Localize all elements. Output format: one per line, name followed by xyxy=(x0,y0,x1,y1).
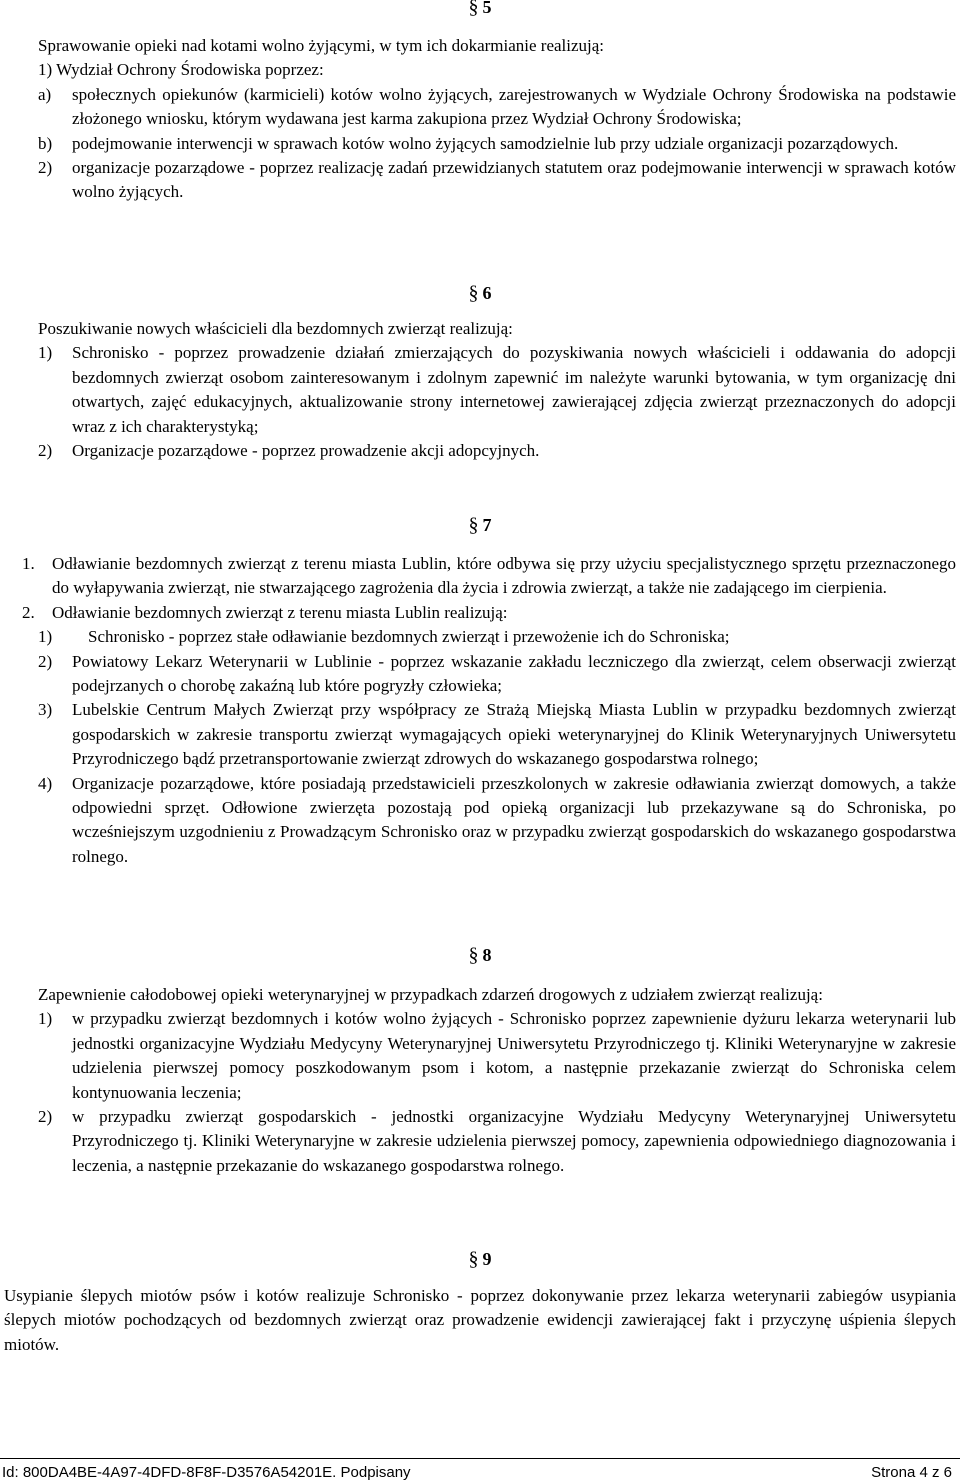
section-6-item-2: 2) Organizacje pozarządowe - poprzez prowadzenie akcji adopcyjnych. xyxy=(38,441,540,461)
page-footer xyxy=(0,1458,960,1482)
section-7-item-4: 4) Organizacje pozarządowe, które posiadają przedstawicieli przeszkolonych w zakresie odławiania zwierząt domowych, a także odpowiedni sprzęt. Odłowione zwierzęta pozostają pod opieką organizacji lub przekazywane są do Schroniska, po wcześniejszym uzgodnieniu z Prowadzącym Schronisko oraz w przypadku zwierząt gospodarskich do wskazanego gospodarstwa rolnego. xyxy=(38,773,956,866)
section-6-body xyxy=(38,317,956,463)
section-5-item-1b: b) podejmowanie interwencji w sprawach kotów wolno żyjących samodzielnie lub przy udziale organizacji pozarządowych. xyxy=(38,133,899,153)
section-8-heading xyxy=(0,944,960,966)
section-9-body xyxy=(4,1284,956,1357)
section-5-body xyxy=(38,34,956,205)
section-number: 8 xyxy=(482,945,492,965)
section-8-item-2: 2) w przypadku zwierząt gospodarskich - jednostki organizacyjne Wydziału Medycyny Weterynaryjnej Uniwersytetu Przyrodniczego tj. Kliniki Weterynaryjne w zakresie udzielenia pierwszej pomocy, zapewnienia odpowiedniego diagnozowania i leczenia, a następnie przekazanie do wskazanego gospodarstwa rolnego. xyxy=(38,1107,956,1175)
section-5-heading xyxy=(0,0,960,18)
section-7-body xyxy=(22,552,956,869)
section-number: 5 xyxy=(482,0,492,17)
section-number: 7 xyxy=(482,515,492,535)
section-9-heading xyxy=(0,1248,960,1270)
section-7-item-2: 2) Powiatowy Lekarz Weterynarii w Lublinie - poprzez wskazanie zakładu leczniczego dla zwierząt, celem obserwacji zwierząt podejrzanych o chorobę zakaźną lub które pogryzły człowieka; xyxy=(38,651,956,696)
section-8-body xyxy=(38,983,956,1178)
section-7-paragraph-2: 2. Odławianie bezdomnych zwierząt z terenu miasta Lublin realizują: xyxy=(22,602,508,622)
section-7-item-1: 1) Schronisko - poprzez stałe odławianie bezdomnych zwierząt i przewożenie ich do Schroniska; xyxy=(38,627,730,647)
section-8-item-1: 1) w przypadku zwierząt bezdomnych i kotów wolno żyjących - Schronisko poprzez zapewnienie dyżuru lekarza weterynarii lub jednostki organizacyjne Wydziału Medycyny Weterynaryjnej Uniwersytetu Przyrodniczego tj. Kliniki Weterynaryjne w zakresie udzielenia pierwszej pomocy poszkodowanym psom i kotom, a następnie przekazanie zwierząt do Schroniska celem kontynuowania leczenia; xyxy=(38,1009,956,1102)
section-sign: § xyxy=(468,282,479,304)
section-6-heading xyxy=(0,282,960,304)
section-sign: § xyxy=(468,0,479,18)
section-7-heading xyxy=(0,514,960,536)
section-5-item-1a: a) społecznych opiekunów (karmicieli) kotów wolno żyjących, zarejestrowanych w Wydziale Ochrony Środowiska na podstawie złożonego wniosku, którym wydawana jest karma zakupiona przez Wydział Ochrony Środowiska; xyxy=(38,84,956,129)
section-5-item-2: 2) organizacje pozarządowe - poprzez realizację zadań przewidzianych statutem oraz podejmowanie interwencji w sprawach kotów wolno żyjących. xyxy=(38,158,956,202)
page-number: Strona 4 z 6 xyxy=(871,1464,952,1481)
section-9-text: Usypianie ślepych miotów psów i kotów realizuje Schronisko - poprzez dokonywanie przez lekarza weterynarii zabiegów usypiania ślepych miotów pochodzących od bezdomnych zwierząt oraz prowadzenie ewidencji zawierającej fakt i przyczynę uśpienia ślepych miotów. xyxy=(4,1286,956,1354)
section-6-item-1: 1) Schronisko - poprzez prowadzenie działań zmierzających do pozyskiwania nowych właścicieli i oddawania do adopcji bezdomnych zwierząt osobom zainteresowanym i zdolnym zapewnić im należyte warunki bytowania, w tym organizację dni otwartych, zajęć edukacyjnych, aktualizowanie strony internetowej zawierającej zdjęcia zwierząt przeznaczonych do adopcji wraz z ich charakterystyką; xyxy=(38,343,956,436)
section-5-item-1: 1) Wydział Ochrony Środowiska poprzez: xyxy=(38,60,324,80)
section-sign: § xyxy=(468,944,479,966)
document-id: Id: 800DA4BE-4A97-4DFD-8F8F-D3576A54201E. Podpisany xyxy=(2,1464,411,1481)
section-sign: § xyxy=(468,1248,479,1270)
section-7-item-3: 3) Lubelskie Centrum Małych Zwierząt przy współpracy ze Strażą Miejską Miasta Lublin w przypadku bezdomnych zwierząt gospodarskich w zakresie transportu zwierząt wymagających opieki weterynaryjnej do Klinik Weterynaryjnych Uniwersytetu Przyrodniczego bądź przetransportowanie zwierząt zdrowych do wskazanego gospodarstwa rolnego; xyxy=(38,700,956,769)
section-8-intro: Zapewnienie całodobowej opieki weterynaryjnej w przypadkach zdarzeń drogowych z udziałem zwierząt realizują: xyxy=(38,985,823,1004)
section-7-paragraph-1: 1. Odławianie bezdomnych zwierząt z terenu miasta Lublin, które odbywa się przy użyciu specjalistycznego sprzętu przeznaczonego do wyłapywania zwierząt, nie stwarzającego zagrożenia dla życia i zdrowia zwierząt, a także nie zadającego im cierpienia. xyxy=(22,554,956,598)
section-sign: § xyxy=(468,514,479,536)
section-5-intro: Sprawowanie opieki nad kotami wolno żyjącymi, w tym ich dokarmianie realizują: xyxy=(38,36,605,55)
section-number: 6 xyxy=(482,283,492,303)
section-6-intro: Poszukiwanie nowych właścicieli dla bezdomnych zwierząt realizują: xyxy=(38,319,513,338)
section-number: 9 xyxy=(482,1249,492,1269)
